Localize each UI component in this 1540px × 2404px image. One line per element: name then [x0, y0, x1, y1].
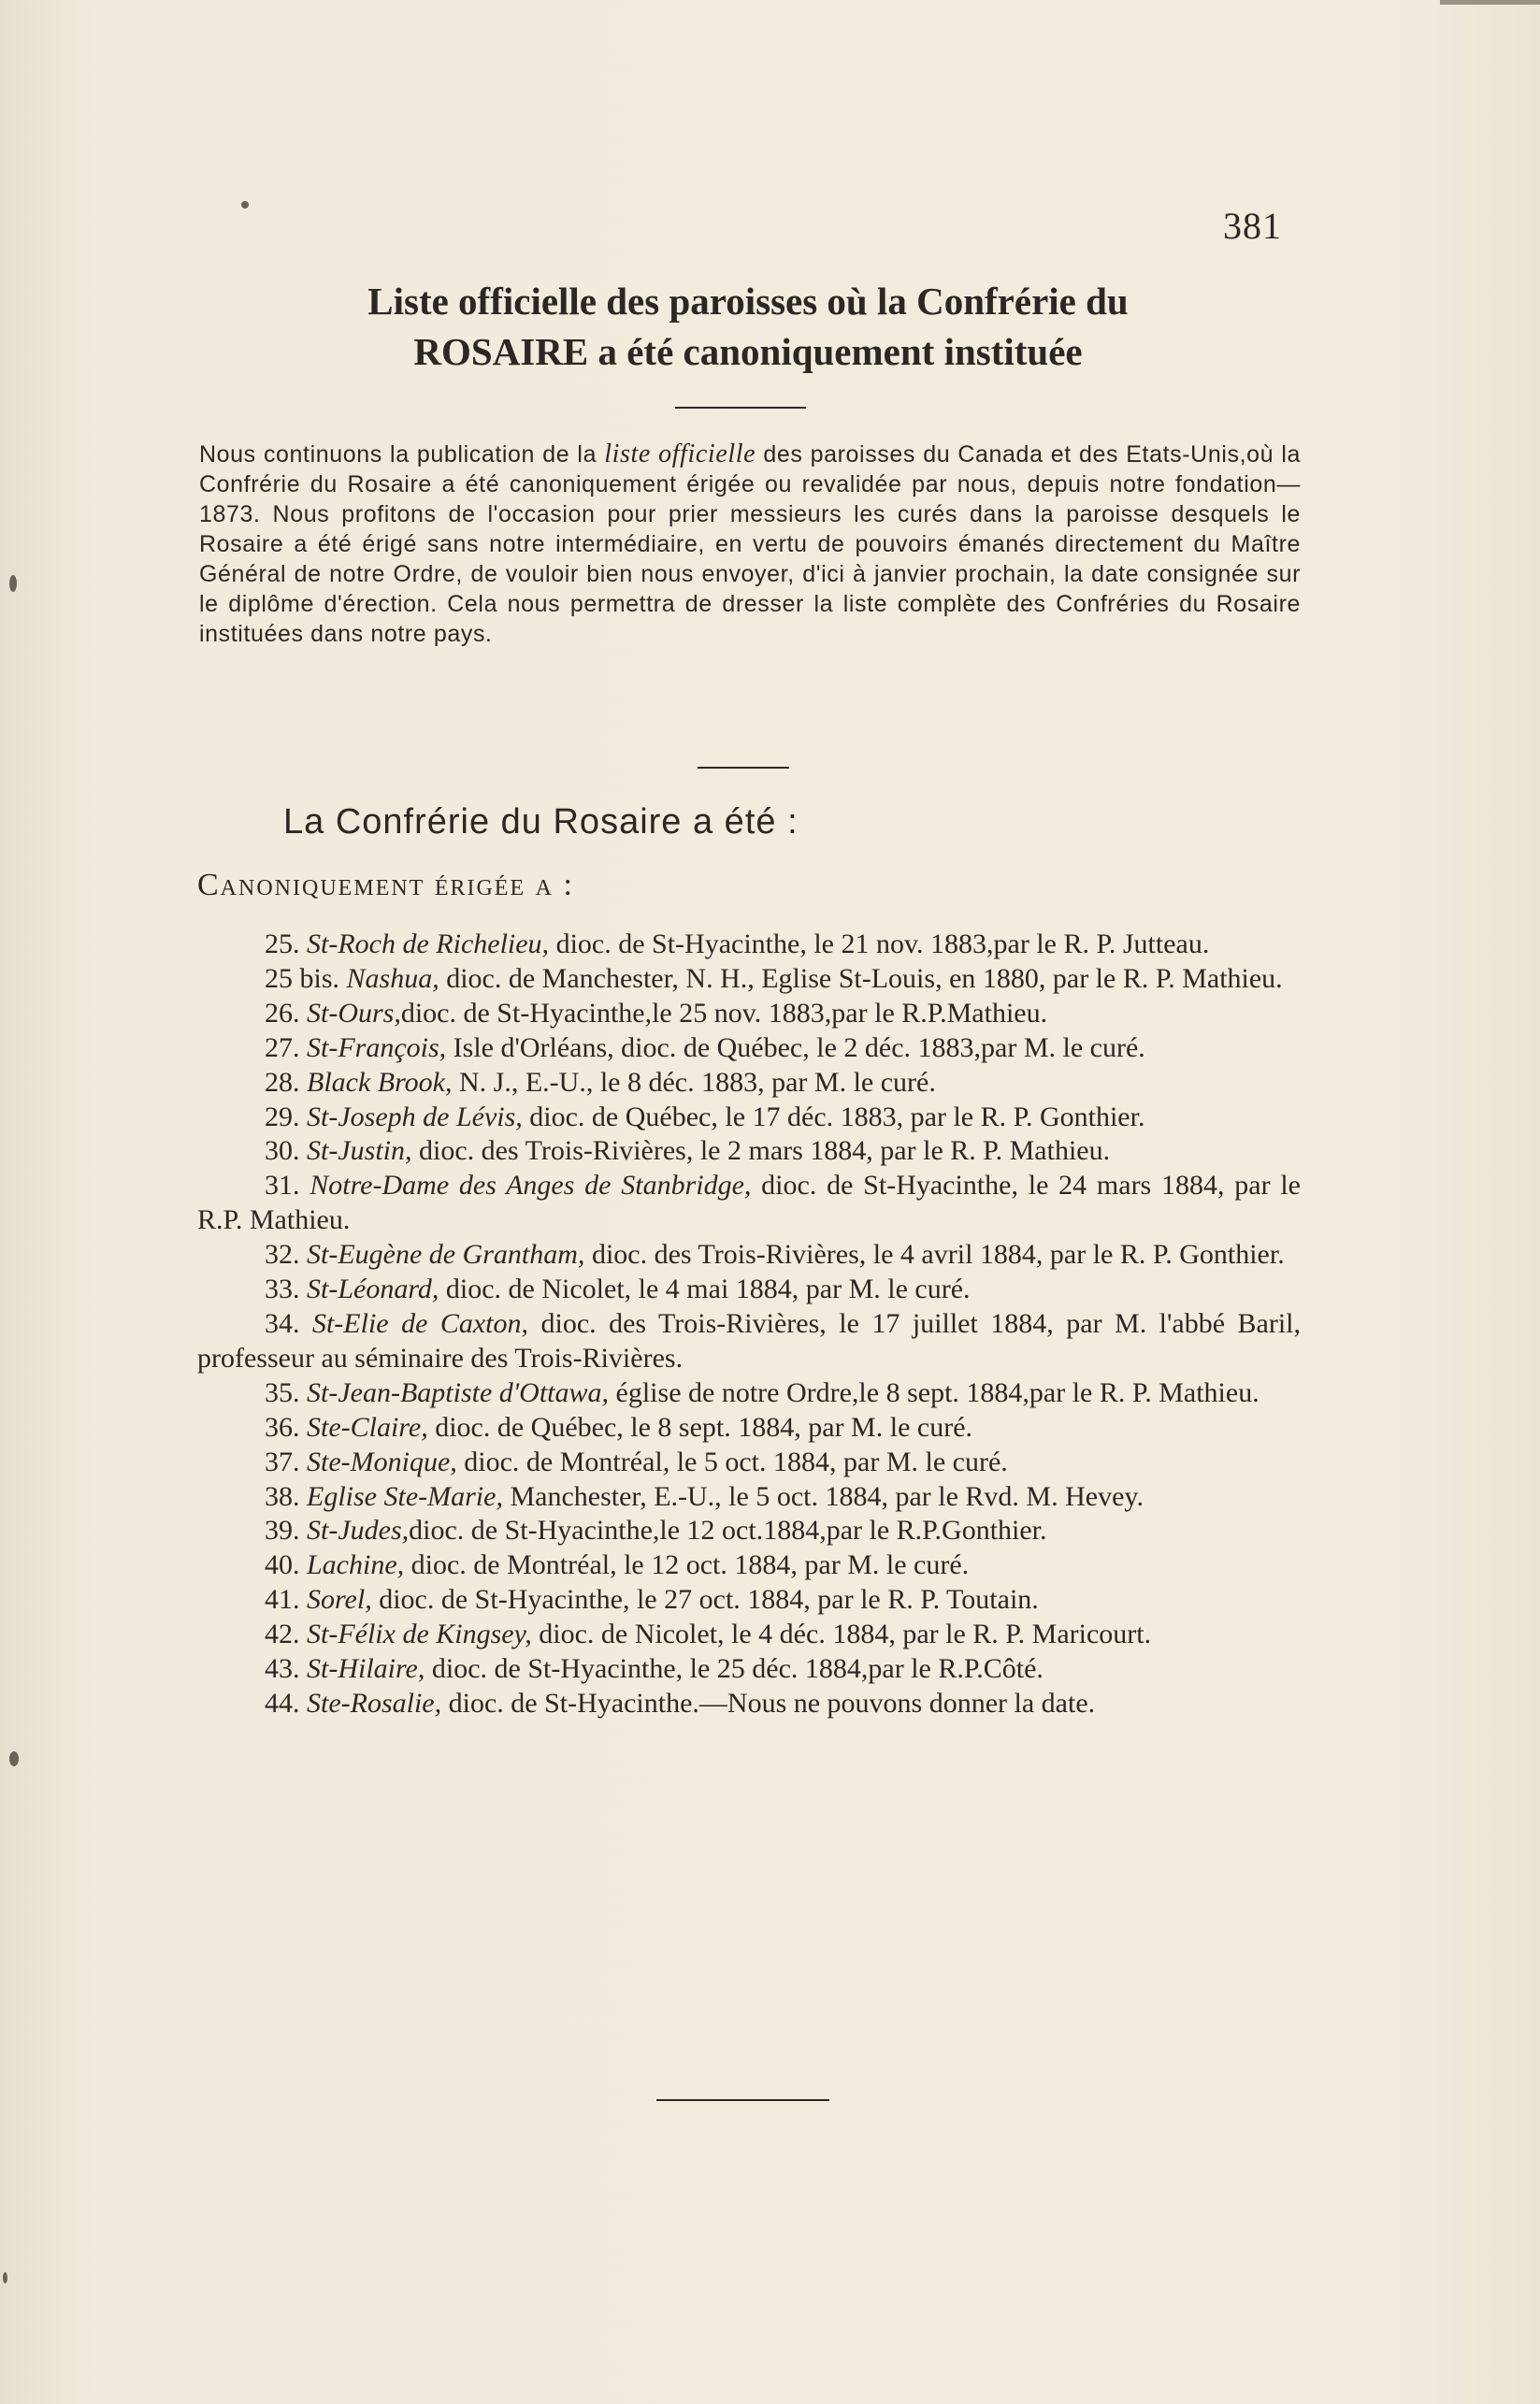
entry-details: dioc. de St-Hyacinthe,le 12 oct.1884,par le R.P.Gonthier.	[409, 1515, 1047, 1547]
intro-italic-phrase: liste officielle	[604, 439, 756, 468]
entry-place: St-Hilaire,	[307, 1653, 425, 1685]
entry-details: dioc. de St-Hyacinthe, le 27 oct. 1884, par le R. P. Toutain.	[371, 1584, 1039, 1616]
entry-place: St-Justin,	[307, 1135, 412, 1167]
list-item	[197, 1307, 1301, 1376]
entry-details: dioc. de St-Hyacinthe, le 24 mars 1884, par le R.P. Mathieu.	[197, 1170, 1301, 1236]
list-item	[197, 1031, 1301, 1066]
list-item	[197, 1376, 1301, 1411]
entry-place: Lachine,	[307, 1549, 405, 1581]
entry-place: St-Elie de Caxton,	[311, 1307, 529, 1339]
parish-list	[197, 928, 1301, 1721]
list-item	[197, 1618, 1301, 1652]
list-item	[197, 1169, 1301, 1238]
divider-rule	[698, 767, 789, 769]
list-item	[197, 1446, 1301, 1480]
section-heading: Canoniquement érigée a :	[197, 868, 574, 902]
intro-text-after: des paroisses du Canada et des Etats-Unis,où la Confrérie du Rosaire a été canoniquement érigée ou revalidée par nous, depuis notre fondation—1873. Nous profitons de l'occasion pour prier messieurs les curés dans la paroisse desquels le Rosaire a été érigé sans notre intermédiaire, en vertu de pouvoirs émanés directement du Maître Général de notre Ordre, de vouloir bien nous envoyer, d'ici à janvier prochain, la date consignée sur le diplôme d'érection. Cela nous permettra de dresser la liste complète des Confréries du Rosaire instituées dans notre pays.	[199, 441, 1301, 647]
entry-number: 42.	[265, 1619, 300, 1650]
entry-details: dioc. de St-Hyacinthe, le 21 nov. 1883,par le R. P. Jutteau.	[549, 928, 1210, 959]
entry-number: 27.	[265, 1031, 300, 1063]
list-item	[197, 1238, 1301, 1273]
list-item	[197, 1134, 1301, 1169]
entry-details: dioc. des Trois-Rivières, le 4 avril 1884, par le R. P. Gonthier.	[584, 1239, 1285, 1271]
entry-place: St-François,	[307, 1031, 447, 1063]
entry-number: 33.	[265, 1274, 300, 1305]
entry-number: 25.	[265, 928, 300, 959]
entry-number: 29.	[265, 1101, 300, 1132]
entry-details: dioc. de Manchester, N. H., Eglise St-Louis, en 1880, par le R. P. Mathieu.	[439, 962, 1283, 994]
ink-speck	[241, 201, 249, 209]
entry-place: Eglise Ste-Marie,	[307, 1480, 503, 1512]
entry-number: 44.	[265, 1687, 300, 1719]
ink-speck	[3, 2272, 7, 2283]
entry-place: St-Eugène de Grantham,	[307, 1239, 585, 1271]
list-item	[197, 1101, 1301, 1135]
intro-paragraph	[199, 439, 1301, 649]
entry-place: Ste-Claire,	[307, 1411, 428, 1443]
list-item	[197, 1514, 1301, 1548]
entry-place: St-Judes,	[307, 1515, 410, 1547]
entry-place: St-Jean-Baptiste d'Ottawa,	[307, 1376, 610, 1408]
list-item	[197, 1066, 1301, 1101]
entry-details: Manchester, E.-U., le 5 oct. 1884, par le Rvd. M. Hevey.	[502, 1480, 1144, 1512]
title-line-1: Liste officielle des paroisses où la Confrérie du	[367, 280, 1129, 323]
entry-place: Ste-Monique,	[307, 1446, 457, 1477]
entry-place: Black Brook,	[307, 1066, 453, 1098]
entry-place: St-Joseph de Lévis,	[307, 1101, 523, 1132]
entry-number: 26.	[265, 997, 300, 1029]
entry-number: 41.	[265, 1584, 300, 1616]
entry-number: 32.	[265, 1239, 300, 1271]
entry-details: dioc. de Montréal, le 5 oct. 1884, par M. le curé.	[456, 1446, 1008, 1477]
list-item	[197, 1583, 1301, 1618]
entry-place: St-Roch de Richelieu,	[307, 928, 550, 959]
entry-number: 43.	[265, 1653, 300, 1685]
entry-details: dioc. des Trois-Rivières, le 2 mars 1884, par le R. P. Mathieu.	[411, 1135, 1111, 1167]
entry-details: église de notre Ordre,le 8 sept. 1884,par le R. P. Mathieu.	[609, 1376, 1259, 1408]
section-subtitle: La Confrérie du Rosaire a été :	[283, 802, 799, 842]
list-item	[197, 962, 1301, 997]
entry-place: Nashua,	[346, 962, 439, 994]
page-title	[187, 276, 1309, 377]
top-edge-mark	[1440, 0, 1540, 5]
list-item	[197, 1548, 1301, 1583]
entry-details: dioc. de Nicolet, le 4 mai 1884, par M. le curé.	[439, 1274, 971, 1305]
entry-details: dioc. de Québec, le 8 sept. 1884, par M. le curé.	[427, 1411, 973, 1443]
entry-place: Ste-Rosalie,	[307, 1687, 442, 1719]
entry-number: 39.	[265, 1515, 300, 1547]
entry-details: dioc. de Montréal, le 12 oct. 1884, par M. le curé.	[404, 1549, 970, 1581]
entry-number: 34.	[265, 1307, 300, 1339]
ink-speck	[9, 1751, 19, 1766]
entry-details: dioc. de St-Hyacinthe, le 25 déc. 1884,par le R.P.Côté.	[425, 1653, 1043, 1685]
intro-text-before: Nous continuons la publication de la	[199, 441, 605, 468]
entry-number: 31.	[265, 1170, 300, 1202]
entry-details: N. J., E.-U., le 8 déc. 1883, par M. le curé.	[452, 1066, 936, 1098]
entry-details: Isle d'Orléans, dioc. de Québec, le 2 déc. 1883,par M. le curé.	[446, 1031, 1145, 1063]
entry-number: 28.	[265, 1066, 300, 1098]
divider-rule	[656, 2099, 829, 2101]
entry-number: 30.	[265, 1135, 300, 1167]
entry-details: dioc. de St-Hyacinthe.—Nous ne pouvons donner la date.	[441, 1687, 1096, 1719]
entry-number: 25 bis.	[265, 962, 340, 994]
entry-place: St-Ours,	[307, 997, 401, 1029]
entry-number: 38.	[265, 1480, 300, 1512]
list-item	[197, 928, 1301, 962]
entry-number: 36.	[265, 1411, 300, 1443]
title-line-2: ROSAIRE a été canoniquement instituée	[413, 330, 1083, 373]
list-item	[197, 997, 1301, 1031]
entry-number: 37.	[265, 1446, 300, 1477]
ink-speck	[9, 575, 17, 592]
entry-place: St-Félix de Kingsey,	[307, 1619, 532, 1650]
entry-details: dioc. des Trois-Rivières, le 17 juillet 1884, par M. l'abbé Baril, professeur au séminaire des Trois-Rivières.	[197, 1307, 1301, 1374]
list-item	[197, 1652, 1301, 1687]
entry-place: St-Léonard,	[307, 1274, 439, 1305]
entry-details: dioc. de Québec, le 17 déc. 1883, par le R. P. Gonthier.	[522, 1101, 1145, 1132]
divider-rule	[675, 407, 806, 409]
entry-number: 35.	[265, 1376, 300, 1408]
list-item	[197, 1273, 1301, 1307]
entry-details: dioc. de Nicolet, le 4 déc. 1884, par le R. P. Maricourt.	[531, 1619, 1152, 1650]
list-item	[197, 1480, 1301, 1515]
list-item	[197, 1411, 1301, 1446]
entry-place: Sorel,	[307, 1584, 372, 1616]
entry-place: Notre-Dame des Anges de Stanbridge,	[309, 1170, 752, 1202]
list-item	[197, 1687, 1301, 1721]
entry-number: 40.	[265, 1549, 300, 1581]
page-number: 381	[1223, 205, 1282, 247]
entry-details: dioc. de St-Hyacinthe,le 25 nov. 1883,par le R.P.Mathieu.	[400, 997, 1048, 1029]
